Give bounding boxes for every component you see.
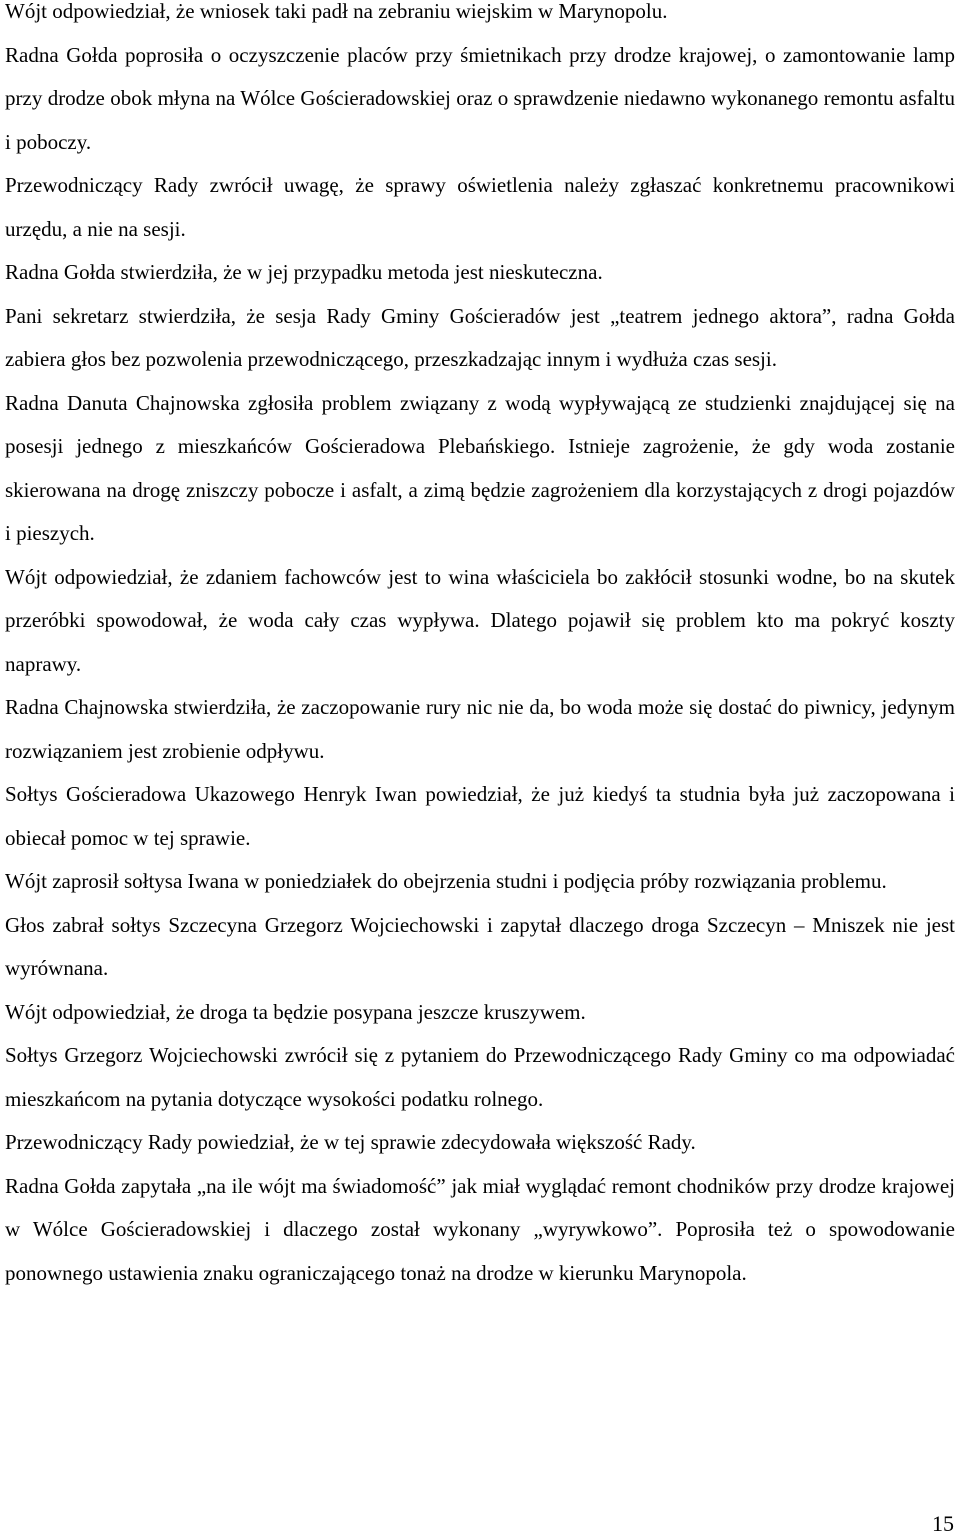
- paragraph: Przewodniczący Rady powiedział, że w tej sprawie zdecydowała większość Rady.: [5, 1130, 696, 1154]
- paragraph: Wójt zaprosił sołtysa Iwana w poniedziałek do obejrzenia studni i podjęcia próby rozwiązania problemu.: [5, 869, 887, 893]
- paragraph: Radna Danuta Chajnowska zgłosiła problem związany z wodą wypływającą ze studzienki znajdującej się na posesji jednego z mieszkańców Gościeradowa Plebańskiego. Istnieje zagrożenie, że gdy woda zostanie skierowana na drogę zniszczy pobocze i asfalt, a zimą będzie zagrożeniem dla korzystających z drogi pojazdów i pieszych.: [5, 390, 955, 545]
- paragraph: Głos zabrał sołtys Szczecyna Grzegorz Wojciechowski i zapytał dlaczego droga Szczecyn – Mniszek nie jest wyrównana.: [5, 912, 955, 980]
- body-text: [5, 0, 955, 1295]
- paragraph: Przewodniczący Rady zwrócił uwagę, że sprawy oświetlenia należy zgłaszać konkretnemu pracownikowi urzędu, a nie na sesji.: [5, 173, 955, 241]
- paragraph: Radna Gołda zapytała „na ile wójt ma świadomość” jak miał wyglądać remont chodników przy drodze krajowej w Wólce Gościeradowskiej i dlaczego został wykonany „wyrywkowo”. Poprosiła też o spowodowanie ponownego ustawienia znaku ograniczającego tonaż na drodze w kierunku Marynopola.: [5, 1173, 955, 1285]
- page-number: 15: [932, 1511, 954, 1536]
- paragraph: Radna Chajnowska stwierdziła, że zaczopowanie rury nic nie da, bo woda może się dostać do piwnicy, jedynym rozwiązaniem jest zrobienie odpływu.: [5, 695, 955, 763]
- paragraph: Wójt odpowiedział, że wniosek taki padł na zebraniu wiejskim w Marynopolu.: [5, 0, 668, 23]
- paragraph: Radna Gołda stwierdziła, że w jej przypadku metoda jest nieskuteczna.: [5, 260, 603, 284]
- paragraph: Sołtys Gościeradowa Ukazowego Henryk Iwan powiedział, że już kiedyś ta studnia była już zaczopowana i obiecał pomoc w tej sprawie.: [5, 782, 955, 850]
- paragraph: Wójt odpowiedział, że zdaniem fachowców jest to wina właściciela bo zakłócił stosunki wodne, bo na skutek przeróbki spowodował, że woda cały czas wypływa. Dlatego pojawił się problem kto ma pokryć koszty naprawy.: [5, 564, 955, 676]
- paragraph: Pani sekretarz stwierdziła, że sesja Rady Gminy Gościeradów jest „teatrem jednego aktora”, radna Gołda zabiera głos bez pozwolenia przewodniczącego, przeszkadzając innym i wydłuża czas sesji.: [5, 303, 955, 371]
- paragraph: Wójt odpowiedział, że droga ta będzie posypana jeszcze kruszywem.: [5, 999, 586, 1024]
- paragraph: Sołtys Grzegorz Wojciechowski zwrócił się z pytaniem do Przewodniczącego Rady Gminy co ma odpowiadać mieszkańcom na pytania dotyczące wysokości podatku rolnego.: [5, 1043, 955, 1111]
- paragraph: Radna Gołda poprosiła o oczyszczenie placów przy śmietnikach przy drodze krajowej, o zamontowanie lamp przy drodze obok młyna na Wólce Gościeradowskiej oraz o sprawdzenie niedawno wykonanego remontu asfaltu i poboczy.: [5, 42, 955, 154]
